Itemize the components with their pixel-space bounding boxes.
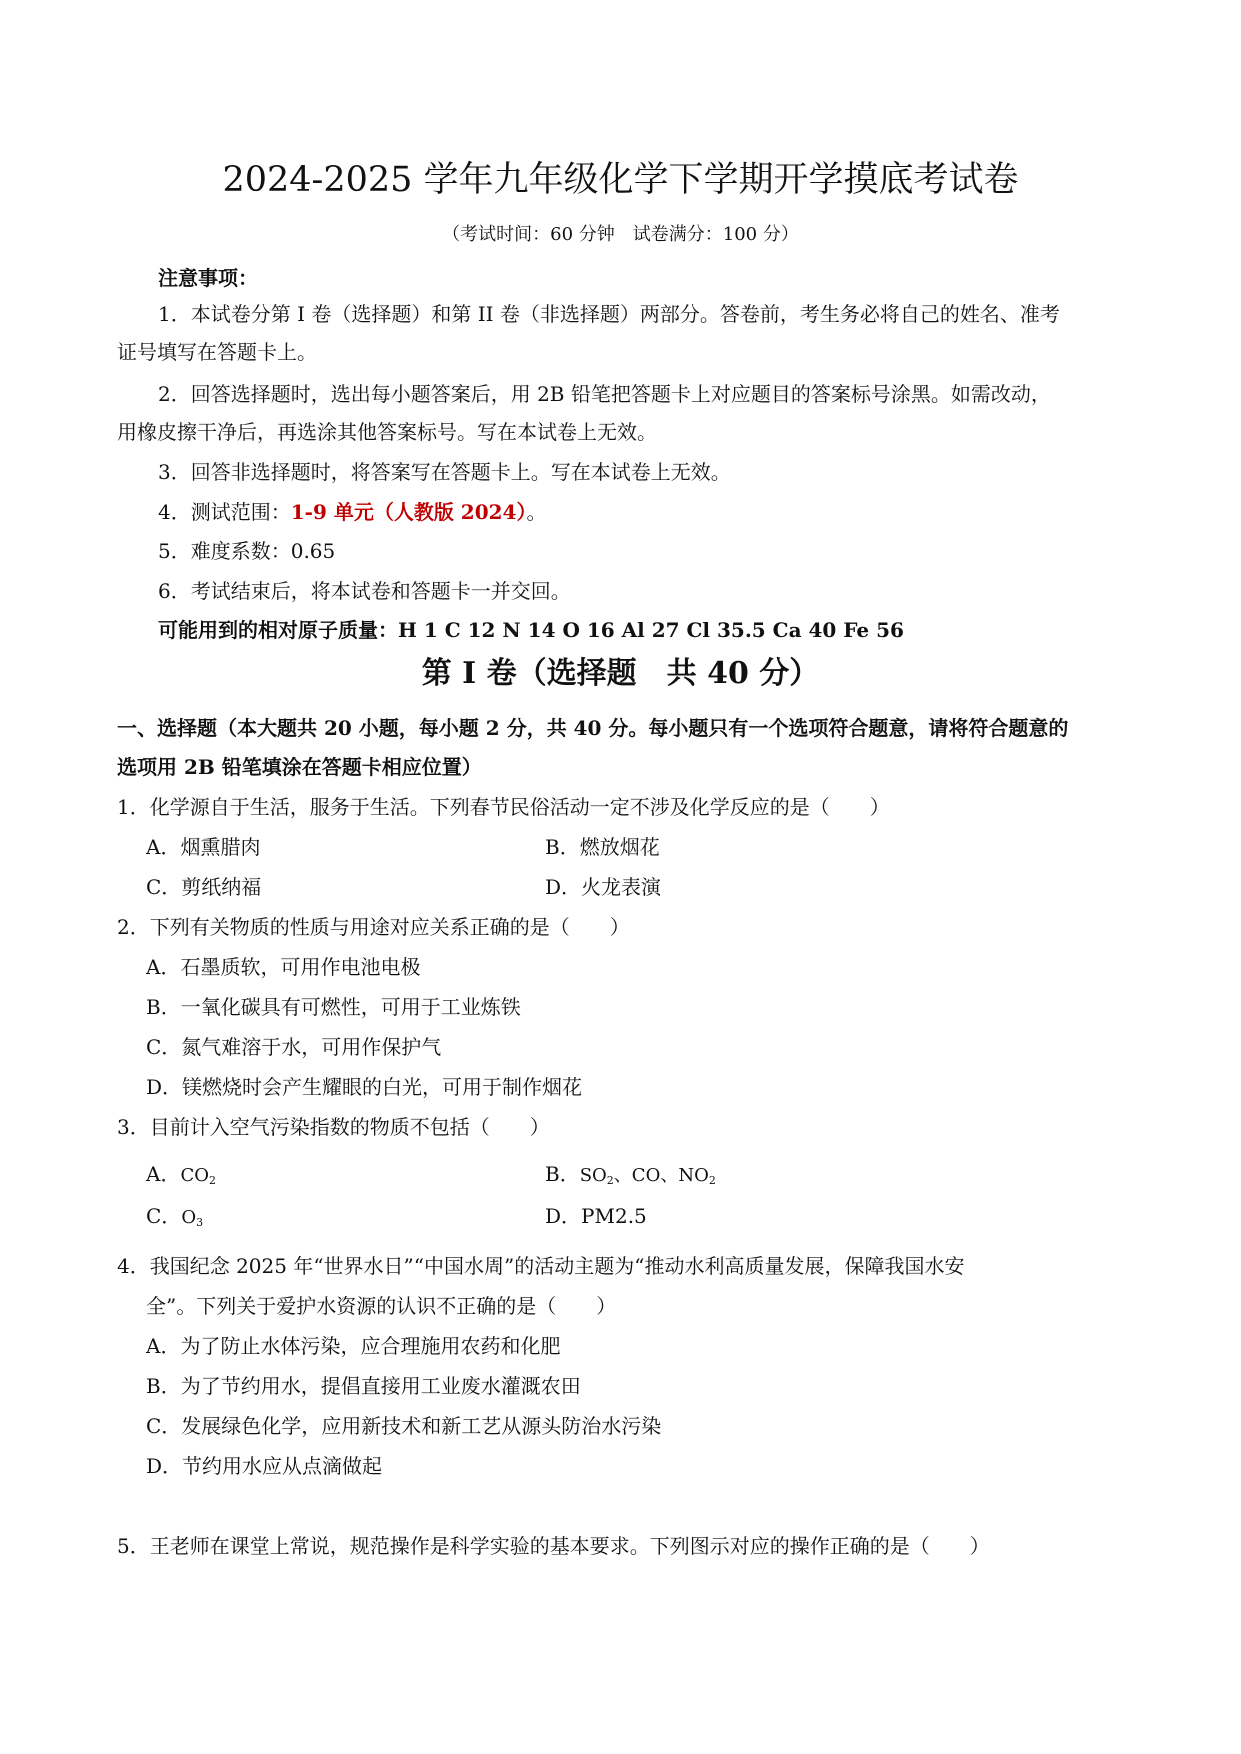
question-4-option-d: D．节约用水应从点滴做起: [146, 1454, 383, 1478]
formula-o3: $O_3$: [181, 1207, 204, 1229]
notice-item-5: 5．难度系数：0.65: [158, 539, 336, 563]
option-b-label: B．: [545, 1162, 580, 1186]
notice-item-4-suffix: 。: [526, 500, 547, 524]
question-4-stem-line-2: 全”。下列关于爱护水资源的认识不正确的是（ ）: [146, 1294, 617, 1318]
question-3-option-b: [545, 1158, 716, 1187]
question-3-stem: 3．目前计入空气污染指数的物质不包括（ ）: [117, 1115, 550, 1139]
question-3-option-d: D．PM2.5: [545, 1204, 647, 1228]
question-2-stem: 2．下列有关物质的性质与用途对应关系正确的是（ ）: [117, 915, 630, 939]
notice-item-1-line-2: 证号填写在答题卡上。: [117, 340, 317, 364]
test-scope-highlight: 1-9 单元（人教版 2024）: [290, 500, 527, 524]
option-c-label: C．: [146, 1204, 182, 1228]
notice-item-3: 3．回答非选择题时，将答案写在答题卡上。写在本试卷上无效。: [158, 460, 731, 484]
question-4-option-a: A．为了防止水体污染，应合理施用农药和化肥: [146, 1334, 561, 1358]
notice-item-4: [158, 496, 546, 525]
notice-heading: 注意事项：: [158, 266, 258, 290]
question-1-option-d: D．火龙表演: [545, 875, 662, 899]
question-1-stem: 1．化学源自于生活，服务于生活。下列春节民俗活动一定不涉及化学反应的是（ ）: [117, 795, 890, 819]
notice-item-2-line-1: 2．回答选择题时，选出每小题答案后，用 2B 铅笔把答题卡上对应题目的答案标号涂黑。如需改动，: [158, 382, 1051, 406]
question-4-option-b: B．为了节约用水，提倡直接用工业废水灌溉农田: [146, 1374, 581, 1398]
option-a-label: A．: [146, 1162, 181, 1186]
atomic-mass-line: 可能用到的相对原子质量：H 1 C 12 N 14 O 16 Al 27 Cl 35.5 Ca 40 Fe 56: [158, 618, 904, 642]
question-3-option-c: [146, 1200, 203, 1229]
question-1-option-a: A．烟熏腊肉: [146, 835, 261, 859]
question-2-option-c: C．氮气难溶于水，可用作保护气: [146, 1035, 442, 1059]
question-1-option-c: C．剪纸纳福: [146, 875, 262, 899]
formula-co2: $CO_2$: [180, 1165, 216, 1187]
question-5-stem: 5．王老师在课堂上常说，规范操作是科学实验的基本要求。下列图示对应的操作正确的是（ ）: [117, 1534, 990, 1558]
question-3-option-a: [146, 1158, 216, 1187]
exam-subtitle: （考试时间：60 分钟 试卷满分：100 分）: [442, 224, 799, 245]
question-4-stem-line-1: 4．我国纪念 2025 年“世界水日”“中国水周”的活动主题为“推动水利高质量发展，保障我国水安: [117, 1254, 965, 1278]
question-2-option-d: D．镁燃烧时会产生耀眼的白光，可用于制作烟花: [146, 1075, 583, 1099]
part-heading-line-2: 选项用 2B 铅笔填涂在答题卡相应位置）: [117, 755, 482, 779]
part-heading-line-1: 一、选择题（本大题共 20 小题，每小题 2 分，共 40 分。每小题只有一个选项符合题意，请将符合题意的: [117, 716, 1069, 740]
question-2-option-a: A．石墨质软，可用作电池电极: [146, 955, 421, 979]
notice-item-2-line-2: 用橡皮擦干净后，再选涂其他答案标号。写在本试卷上无效。: [117, 420, 657, 444]
notice-item-4-prefix: 4．测试范围：: [158, 500, 291, 524]
section-title: 第 I 卷（选择题 共 40 分）: [421, 656, 820, 691]
notice-item-6: 6．考试结束后，将本试卷和答题卡一并交回。: [158, 579, 571, 603]
formula-so2-co-no2: $SO_2$、CO、$NO_2$: [579, 1165, 716, 1187]
question-2-option-b: B．一氧化碳具有可燃性，可用于工业炼铁: [146, 995, 521, 1019]
question-1-option-b: B．燃放烟花: [545, 835, 660, 859]
question-4-option-c: C．发展绿色化学，应用新技术和新工艺从源头防治水污染: [146, 1414, 662, 1438]
notice-item-1-line-1: 1．本试卷分第 I 卷（选择题）和第 II 卷（非选择题）两部分。答卷前，考生务必将自己的姓名、准考: [158, 302, 1060, 326]
exam-title: 2024-2025 学年九年级化学下学期开学摸底考试卷: [222, 160, 1019, 200]
